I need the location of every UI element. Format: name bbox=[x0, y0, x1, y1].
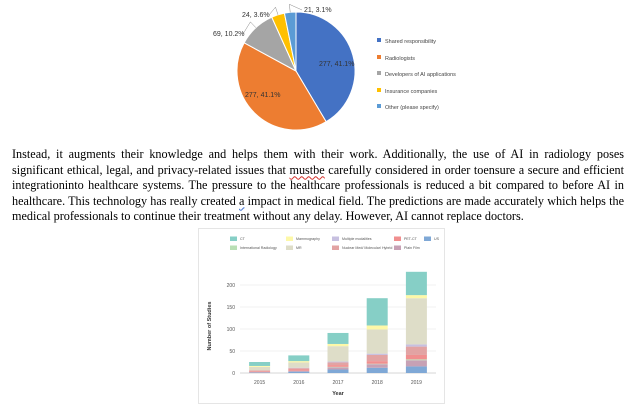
y-tick-label: 150 bbox=[226, 304, 235, 311]
bar-segment-mammography-2015 bbox=[249, 366, 270, 367]
bar-segment-mammography-2016 bbox=[288, 361, 309, 362]
pie-legend-item bbox=[377, 71, 456, 88]
pie-data-label: 277, 41.1% bbox=[319, 61, 355, 68]
bar-segment-mr-2017 bbox=[328, 346, 349, 361]
bar-segment-mammography-2018 bbox=[367, 325, 388, 329]
pie-leader-line bbox=[269, 7, 278, 15]
bar-segment-ct-2018 bbox=[367, 298, 388, 325]
bar-segment-us-2018 bbox=[367, 368, 388, 373]
paragraph-text-3: a secure and efficient bbox=[515, 162, 624, 177]
bar-segment-nuclear-med-molecular-hybrid-2015 bbox=[249, 370, 270, 371]
legend-swatch bbox=[377, 55, 381, 59]
bar-legend-label: PET-CT bbox=[404, 237, 417, 241]
pie-legend-item bbox=[377, 38, 456, 55]
paragraph-text-2: carefully considered in order bbox=[324, 162, 474, 177]
y-tick-label: 50 bbox=[229, 348, 235, 355]
bar-chart bbox=[198, 228, 445, 404]
pie-data-label: 21, 3.1% bbox=[304, 7, 332, 14]
bar-segment-mr-2018 bbox=[367, 329, 388, 353]
pie-legend-label: Insurance companies bbox=[385, 88, 438, 95]
y-tick-label: 100 bbox=[226, 326, 235, 333]
bar-legend-label: US bbox=[434, 237, 439, 241]
x-tick-label: 2019 bbox=[410, 380, 422, 386]
pie-legend-label: Other (please specify) bbox=[385, 105, 439, 111]
bar-segment-pet-ct-2015 bbox=[249, 371, 270, 372]
bar-segment-nuclear-med-molecular-hybrid-2016 bbox=[288, 368, 309, 369]
bar-legend-label: Multiple modalities bbox=[342, 237, 372, 241]
bar-segment-international-radiology-2019 bbox=[406, 359, 427, 360]
bar-segment-nuclear-med-molecular-hybrid-2018 bbox=[367, 355, 388, 361]
body-paragraph bbox=[12, 147, 624, 225]
bar-segment-plain-film-2018 bbox=[367, 364, 388, 368]
legend-swatch bbox=[377, 88, 381, 92]
pie-legend bbox=[377, 38, 456, 121]
bar-segment-pet-ct-2016 bbox=[288, 369, 309, 370]
misspelled-word: mustbe bbox=[289, 162, 325, 177]
bar-segment-plain-film-2016 bbox=[288, 371, 309, 372]
pie-legend-label: Developers of AI applications bbox=[385, 72, 456, 78]
bar-legend-swatch bbox=[286, 237, 293, 242]
x-tick-label: 2018 bbox=[371, 380, 383, 386]
y-tick-label: 0 bbox=[232, 370, 235, 377]
bar-legend-swatch bbox=[394, 246, 401, 251]
grammar-flagged-word: a bbox=[239, 193, 245, 208]
bar-segment-pet-ct-2019 bbox=[406, 355, 427, 359]
bar-segment-ct-2017 bbox=[328, 333, 349, 344]
legend-swatch bbox=[377, 104, 381, 108]
x-tick-label: 2017 bbox=[332, 380, 344, 386]
x-tick-label: 2016 bbox=[293, 380, 305, 386]
bar-segment-ct-2015 bbox=[249, 362, 270, 366]
bar-legend-swatch bbox=[332, 237, 339, 242]
bar-segment-nuclear-med-molecular-hybrid-2019 bbox=[406, 347, 427, 355]
bar-legend-swatch bbox=[424, 237, 431, 242]
paragraph-text-4: healthcare systems. The pressure to the healthcare professionals is reduced a bit compared to before AI in healthcare. This technology has really created bbox=[12, 178, 624, 208]
pie-legend-item bbox=[377, 88, 456, 105]
bar-legend-swatch bbox=[332, 246, 339, 251]
misspelled-word: integrationinto bbox=[12, 178, 84, 192]
paragraph-text-1: Instead, it augments their knowledge and helps them with their work. Additionally, the use of AI in radiology poses significant ethical, legal, and privacy-related issues that bbox=[12, 147, 624, 177]
bar-segment-us-2017 bbox=[328, 369, 349, 373]
bar-legend-swatch bbox=[286, 246, 293, 251]
bar-segment-ct-2016 bbox=[288, 355, 309, 361]
pie-data-label: 277, 41.1% bbox=[245, 92, 281, 99]
paragraph-text-5: impact in medical field. The predictions are made accurately which helps the medical professionals to continue their treatment without any delay. However, AI cannot replace doctors. bbox=[12, 193, 624, 223]
bar-segment-ct-2019 bbox=[406, 272, 427, 295]
bar-legend-label: Mammography bbox=[296, 237, 320, 241]
bar-segment-multiple-modalities-2017 bbox=[328, 362, 349, 363]
bar-legend-swatch bbox=[230, 237, 237, 242]
bar-segment-mr-2019 bbox=[406, 298, 427, 344]
x-axis-title: Year bbox=[332, 391, 344, 397]
bar-segment-mr-2015 bbox=[249, 367, 270, 371]
pie-data-label: 24, 3.6% bbox=[242, 12, 270, 19]
pie-legend-item bbox=[377, 55, 456, 72]
pie-legend-label: Shared responsibility bbox=[385, 39, 437, 45]
pie-legend-label: Radiologists bbox=[385, 55, 415, 62]
bar-legend-label: MR bbox=[296, 246, 302, 250]
bar-segment-plain-film-2019 bbox=[406, 360, 427, 366]
bar-segment-pet-ct-2018 bbox=[367, 361, 388, 364]
bar-segment-pet-ct-2017 bbox=[328, 365, 349, 367]
bar-legend-label: International Radiology bbox=[240, 246, 277, 250]
bar-legend-label: Plain Film bbox=[404, 246, 420, 250]
legend-swatch bbox=[377, 71, 381, 75]
bar-segment-mammography-2017 bbox=[328, 344, 349, 346]
legend-swatch bbox=[377, 38, 381, 42]
bar-legend-label: Nuclear Med/ Molecular/ Hybrid bbox=[342, 246, 393, 250]
pie-data-label: 69, 10.2% bbox=[213, 31, 245, 38]
misspelled-word: toensure bbox=[473, 162, 516, 177]
bar-segment-multiple-modalities-2018 bbox=[367, 354, 388, 355]
bar-segment-mammography-2019 bbox=[406, 295, 427, 298]
y-tick-label: 200 bbox=[226, 282, 235, 289]
bar-chart-svg bbox=[199, 229, 446, 405]
bar-segment-us-2016 bbox=[288, 372, 309, 373]
bar-legend-label: CT bbox=[240, 237, 245, 241]
bar-segment-nuclear-med-molecular-hybrid-2017 bbox=[328, 362, 349, 365]
bar-segment-mr-2016 bbox=[288, 362, 309, 367]
bar-legend-swatch bbox=[394, 237, 401, 242]
pie-leader-line bbox=[289, 4, 302, 12]
pie-legend-item bbox=[377, 104, 456, 121]
bar-segment-us-2019 bbox=[406, 366, 427, 373]
bar-segment-multiple-modalities-2019 bbox=[406, 344, 427, 346]
y-axis-title: Number of Studies bbox=[207, 301, 213, 351]
bar-segment-plain-film-2017 bbox=[328, 367, 349, 369]
x-tick-label: 2015 bbox=[254, 380, 266, 386]
bar-legend-swatch bbox=[230, 246, 237, 251]
